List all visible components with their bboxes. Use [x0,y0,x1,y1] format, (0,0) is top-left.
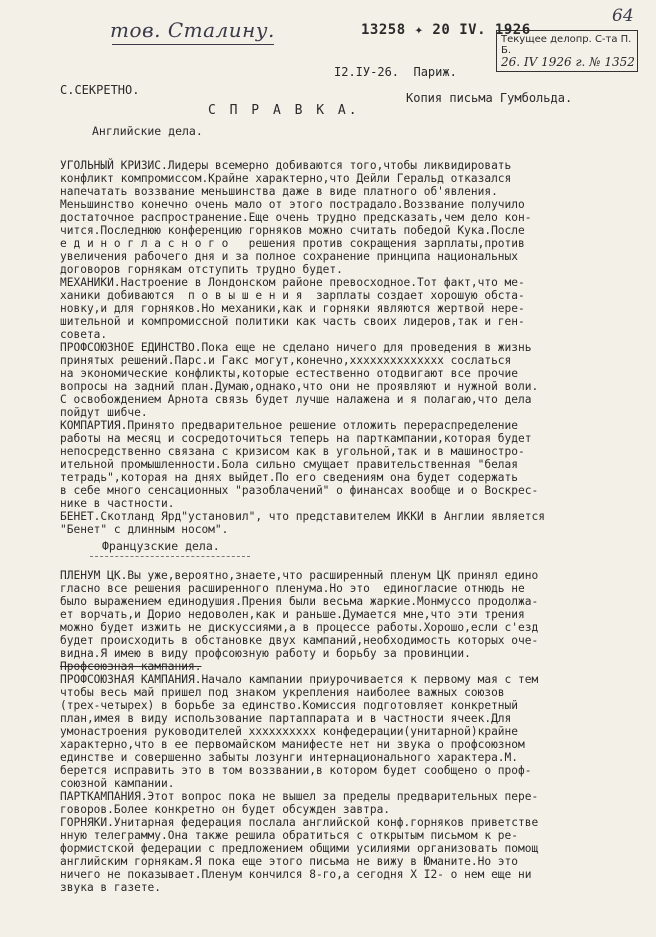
text-line: ничего не показывает.Пленум кончился 8-го,а сегодня Х I2- о нем еще ни [60,868,532,881]
text-line: ПЛЕНУМ ЦК.Вы уже,вероятно,знаете,что расширенный пленум ЦК принял едино [60,569,539,582]
text-line: говоров.Более конкретно он будет обсужден завтра. [60,803,391,816]
text-line: напечатать воззвание меньшинства даже в виде платного об'явления. [60,185,498,198]
text-line: КОМПАРТИЯ.Принято предварительное решение отложить перераспределение [60,419,519,432]
archive-stamp-label: Текущее делопр. С-та П. Б. [501,34,632,56]
text-line: УГОЛЬНЫЙ КРИЗИС.Лидеры всемерно добиваются того,чтобы ликвидировать [60,159,512,172]
archive-stamp-entry: 26. IV 1926 г. № 1352 [501,55,635,69]
text-line: пойдут шибче. [60,406,148,419]
text-line: английским горнякам.Я пока еще этого письма не вижу в Юманите.Но это [60,855,519,868]
text-line: принятых решений.Парс.и Гакс могут,конечно,xxxxxxxxxxxxxx сослаться [60,354,512,367]
text-line: достаточное распространение.Еще очень трудно предсказать,чем дело кон- [60,211,532,224]
text-line: будет происходить в обстановке двух кампаний,необходимость которых оче- [60,634,539,647]
date-place: I2.IУ-26. Париж. [334,65,457,79]
text-line: шительной и компромиссной политики как часть своих лидеров,так и ген- [60,315,525,328]
text-line: звука в газете. [60,881,162,894]
text-line: характерно,что в ее первомайском манифесте нет ни звука о профсоюзном [60,738,525,751]
copy-note: Копия письма Гумбольда. [406,91,573,105]
text-line: МЕХАНИКИ.Настроение в Лондонском районе превосходное.Тот факт,что ме- [60,276,525,289]
struck-line: Профсоюзная кампания. [60,660,202,673]
text-line: нике в частности. [60,497,175,510]
text-line: чится.Последнюю конференцию горняков можно считать победой Кука.После [60,224,525,237]
text-line: непосредственно связана с кризисом как в угольной,так и в машиностро- [60,445,525,458]
text-line: на экономические конфликты,которые естественно отодвигают все прочие [60,367,519,380]
text-line: единстве и совершенно забыты лозунги интернационального характера.М. [60,751,519,764]
archive-stamp [496,30,638,72]
text-line: союзной кампании. [60,777,175,790]
registry-stamp: 13258 ✦ 20 IV. 1926 [361,22,531,38]
handwritten-page-number: 64 [612,6,634,26]
text-line: ительной промышленности.Бола сильно смущает правительственная "белая [60,458,519,471]
text-line: ПАРТКАМПАНИЯ.Этот вопрос пока не вышел за пределы предварительных пере- [60,790,539,803]
text-line: было выражением единодушия.Прения были весьма жаркие.Монмуссо продолжа- [60,595,539,608]
text-line: ПРОФСОЮЗНАЯ КАМПАНИЯ.Начало кампании приурочивается к первому мая с тем [60,673,539,686]
text-line: БЕНЕТ.Скотланд Ярд"установил", что представителем ИККИ в Англии является [60,510,545,523]
section-title-french: Французские дела. [102,539,220,553]
document-title: С П Р А В К А. [208,103,360,118]
text-line: ГОРНЯКИ.Унитарная федерация послала английской конф.горняков приветствe [60,816,539,829]
text-line: умонастроения руководителей xxxxxxxxxx конфедерации(унитарной)крайне [60,725,519,738]
text-line: конфликт компромиссом.Крайне характерно,что Дейли Геральд отказался [60,172,512,185]
text-line: чтобы весь май пришел под знаком укрепления наиболее важных союзов [60,686,505,699]
text-line: е д и н о г л а с н о г о решения против сокращения зарплаты,против [60,237,525,250]
text-line: ПРОФСОЮЗНОЕ ЕДИНСТВО.Пока еще не сделано ничего для проведения в жизнь [60,341,532,354]
text-line: в себе много сенсационных "разоблачений" о финансах вообще и о Воскрес- [60,484,539,497]
text-line: можно будет изжить не дискуссиями,а в процессе работы.Хорошо,если с'езд [60,621,539,634]
addressee-underline [112,44,274,45]
text-line: работы на месяц и сосредоточиться теперь на парткампании,которая будет [60,432,532,445]
text-line: "Бенет" с длинным носом". [60,523,229,536]
text-line: С освобождением Арнота связь будет лучше налажена и я полагаю,что дела [60,393,532,406]
text-line: совета. [60,328,108,341]
text-line: новку,и для горняков.Но механики,как и горняки являются жертвой нере- [60,302,525,315]
text-line: ет ворчать,и Дорио недоволен,как и раньше.Думается мне,что эти трения [60,608,525,621]
text-line: гласно все решения расширенного пленума.Но это единогласие отнюдь не [60,582,525,595]
text-line: ханики добиваются п о в ы ш е н и я зарплаты создает хорошую обста- [60,289,525,302]
text-line: вопросы на задний план.Думаю,однако,что они не проявляют и нужной воли. [60,380,539,393]
text-line: нную телеграмму.Она также решила обратиться с открытым письмом к ре- [60,829,519,842]
text-line: видна.Я имею в виду профсоюзную работу и борьбу за провинции. [60,647,471,660]
section-divider [90,556,250,557]
text-line: берется исправить это в том воззвании,в котором будет сообщено о проф- [60,764,532,777]
text-line: увеличения рабочего дня и за полное сохранение принципа национальных [60,250,519,263]
text-line: (трех-четырех) в борьбе за единство.Комиссия подготовляет конкретный [60,699,519,712]
handwritten-addressee: тов. Сталину. [110,18,275,42]
text-line: формистской федерации с предложением общими усилиями организовать помощ [60,842,539,855]
text-line: договоров горнякам отступить трудно будет. [60,263,343,276]
text-line: тетрадь",которая на днях выйдет.По его сведениям она будет содержать [60,471,519,484]
text-line: план,имея в виду использование партаппарата и в частности ячеек.Для [60,712,512,725]
section-title-english: Английские дела. [92,124,203,138]
text-line: Меньшинство конечно очень мало от этого пострадало.Воззвание получило [60,198,525,211]
classification-mark: С.СЕКРЕТНО. [60,83,140,97]
